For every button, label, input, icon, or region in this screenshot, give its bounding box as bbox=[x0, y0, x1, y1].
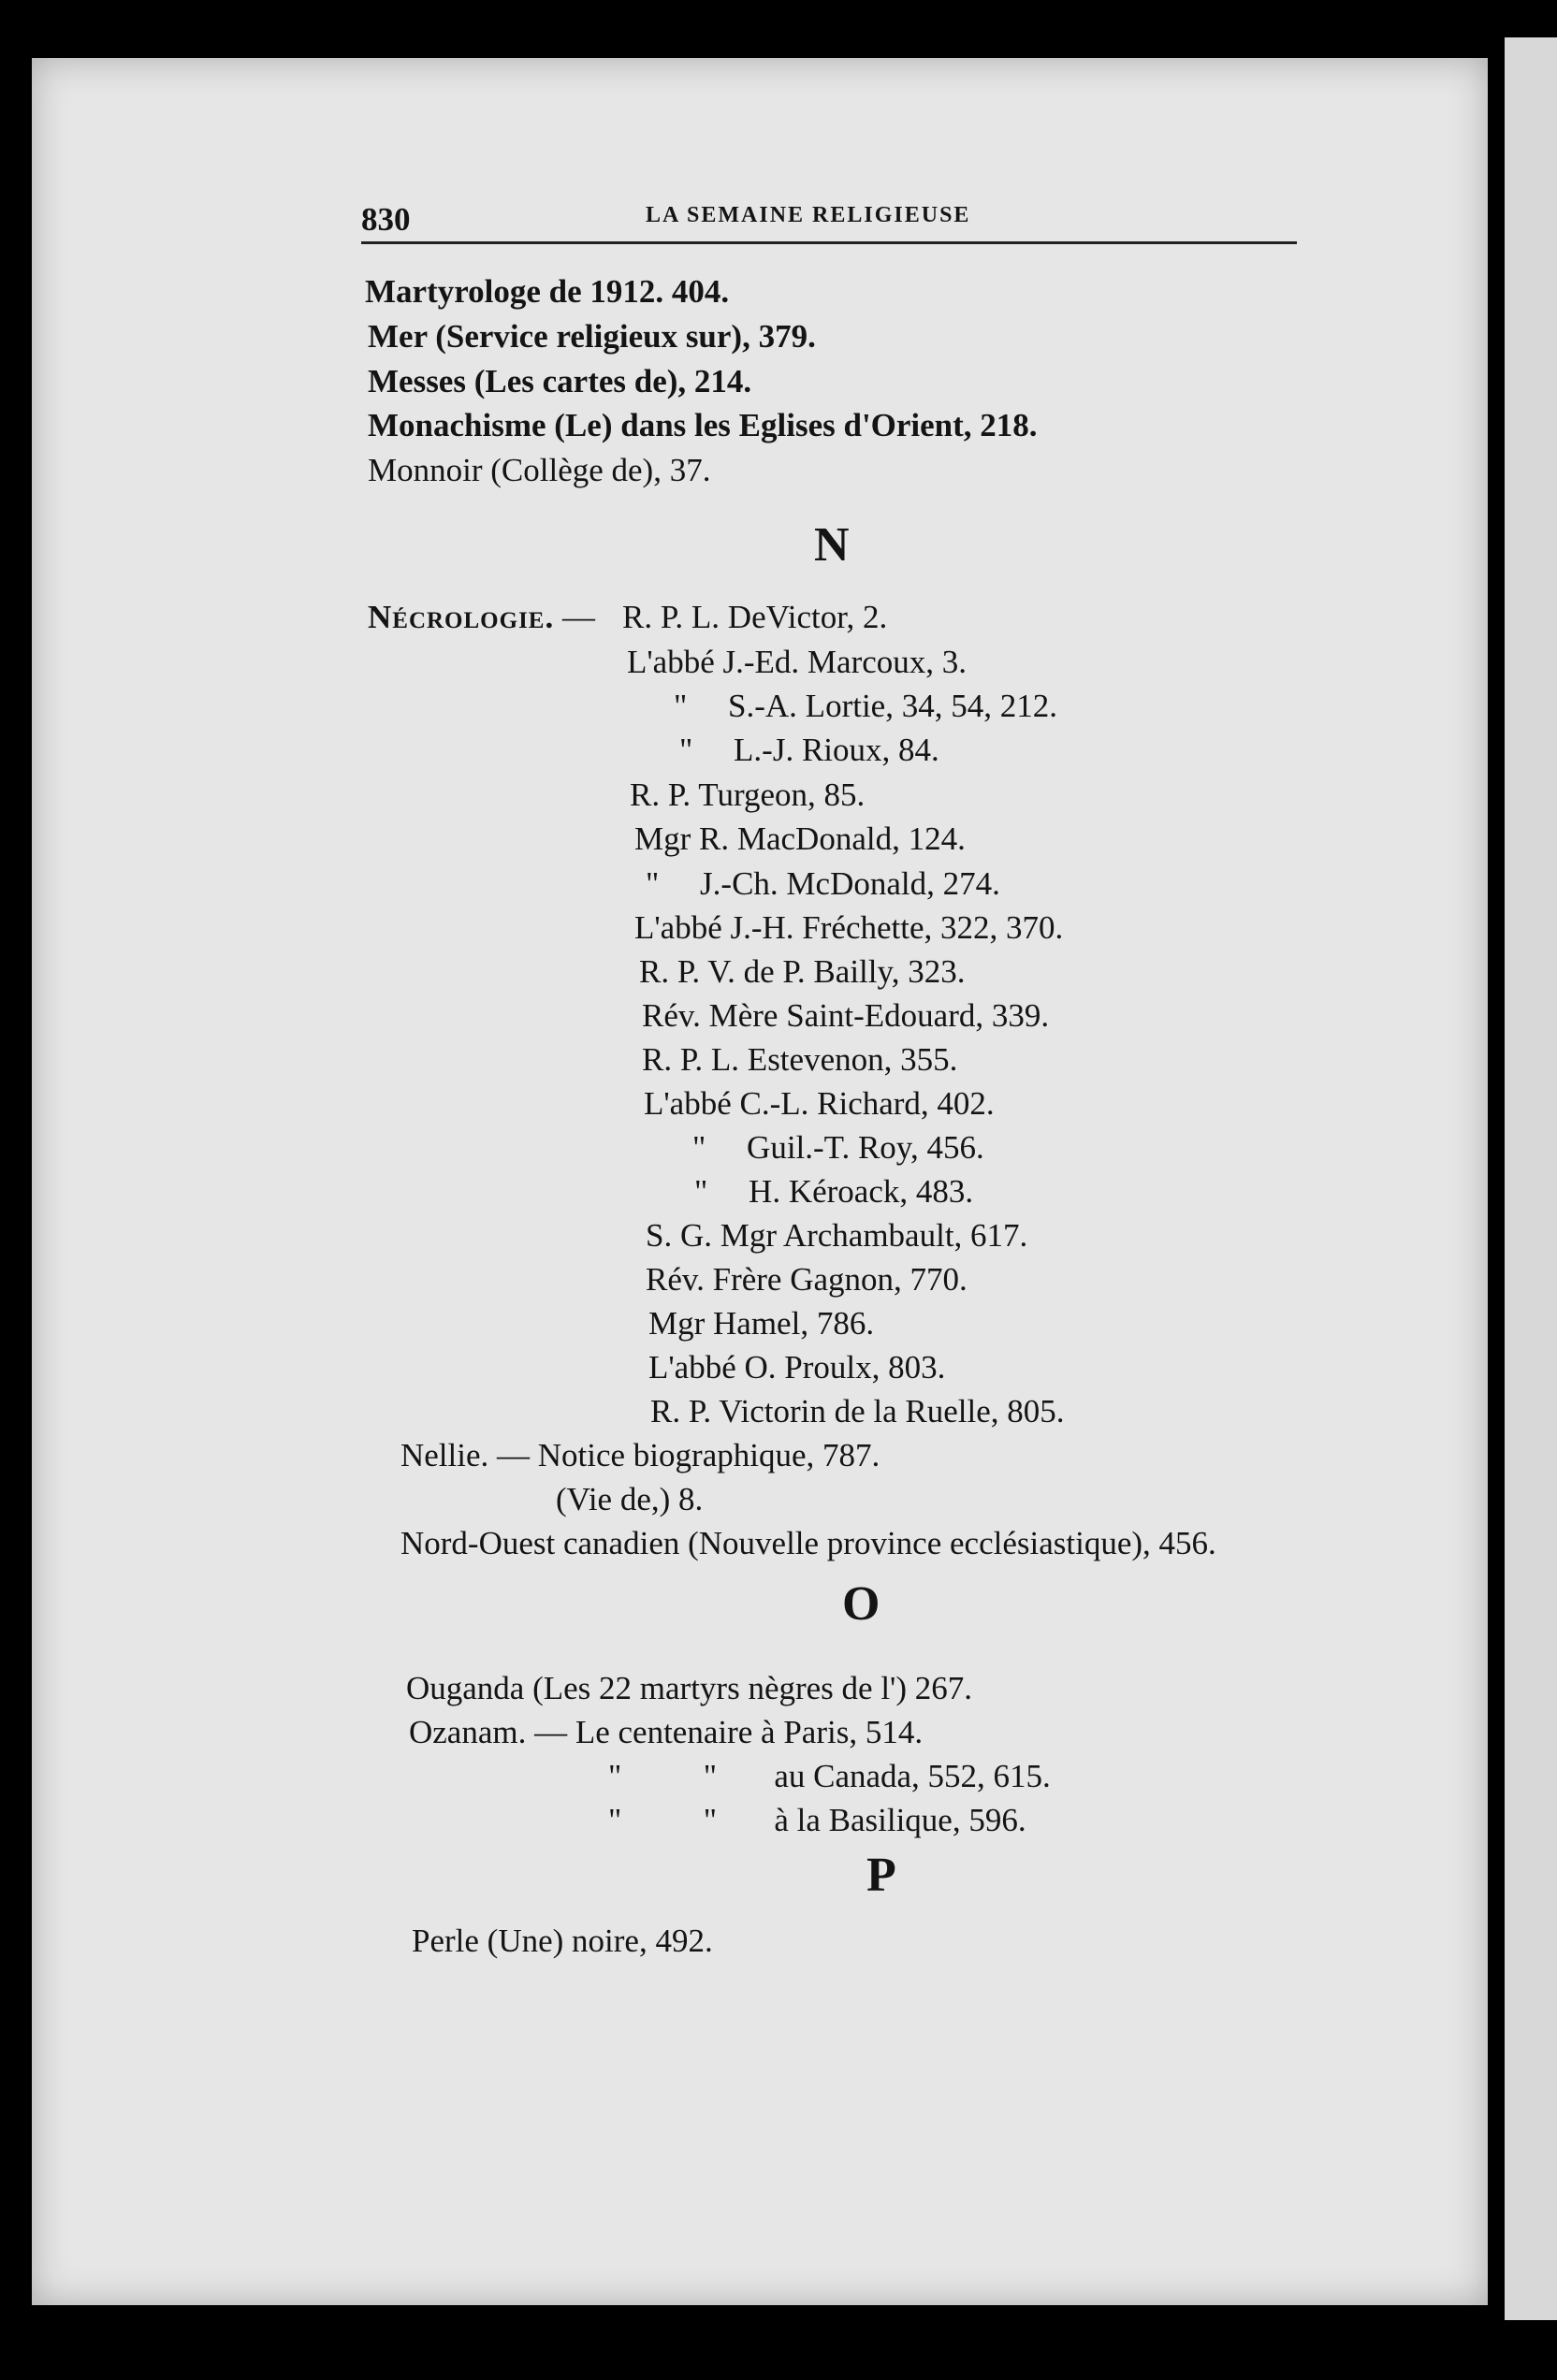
index-entry: Ouganda (Les 22 martyrs nègres de l') 267. bbox=[406, 1670, 973, 1706]
necrologie-item: Rév. Frère Gagnon, 770. bbox=[646, 1261, 968, 1298]
section-letter-n: N bbox=[814, 518, 850, 572]
necrologie-heading bbox=[368, 599, 595, 636]
index-entry: Nellie. — Notice biographique, 787. bbox=[400, 1437, 880, 1473]
necrologie-item: Rév. Mère Saint-Edouard, 339. bbox=[642, 997, 1050, 1034]
necrologie-item: L'abbé O. Proulx, 803. bbox=[648, 1349, 946, 1386]
necrologie-item: L'abbé J.-Ed. Marcoux, 3. bbox=[627, 644, 968, 680]
index-entry: Martyrologe de 1912. 404. bbox=[365, 273, 730, 310]
necrologie-item: R. P. V. de P. Bailly, 323. bbox=[639, 953, 966, 990]
necrologie-item: Mgr Hamel, 786. bbox=[648, 1305, 875, 1342]
section-letter-o: O bbox=[842, 1577, 880, 1631]
index-entry: (Vie de,) 8. bbox=[556, 1481, 704, 1517]
index-entry: Messes (Les cartes de), 214. bbox=[368, 363, 752, 399]
necrologie-item: S. G. Mgr Archambault, 617. bbox=[646, 1217, 1028, 1254]
index-entry: Monachisme (Le) dans les Eglises d'Orient, 218. bbox=[368, 407, 1038, 443]
index-entry: " " à la Basilique, 596. bbox=[608, 1802, 1026, 1838]
necrologie-item: " Guil.-T. Roy, 456. bbox=[692, 1129, 984, 1166]
page-number: 830 bbox=[361, 201, 411, 238]
necrologie-item: Mgr R. MacDonald, 124. bbox=[634, 820, 966, 857]
necrologie-item: " L.-J. Rioux, 84. bbox=[679, 732, 939, 768]
index-entry: Monnoir (Collège de), 37. bbox=[368, 452, 711, 488]
index-entry: " " au Canada, 552, 615. bbox=[608, 1758, 1051, 1794]
section-letter-p: P bbox=[866, 1849, 896, 1902]
index-entry: Nord-Ouest canadien (Nouvelle province ecclésiastique), 456. bbox=[400, 1525, 1216, 1561]
necrologie-dash: — bbox=[561, 599, 595, 635]
necrologie-item: " J.-Ch. McDonald, 274. bbox=[646, 865, 1000, 902]
necrologie-item: " H. Kéroack, 483. bbox=[694, 1173, 974, 1210]
running-title: LA SEMAINE RELIGIEUSE bbox=[646, 203, 971, 227]
index-entry: Mer (Service religieux sur), 379. bbox=[368, 318, 816, 355]
necrologie-item: L'abbé J.-H. Fréchette, 322, 370. bbox=[634, 909, 1064, 946]
necrologie-item: L'abbé C.-L. Richard, 402. bbox=[644, 1085, 995, 1122]
index-entry: Ozanam. — Le centenaire à Paris, 514. bbox=[409, 1714, 924, 1750]
necrologie-item: R. P. L. Estevenon, 355. bbox=[642, 1041, 958, 1078]
necrologie-label: Nécrologie. bbox=[368, 599, 555, 635]
header-rule bbox=[361, 241, 1297, 244]
adjacent-page-edge bbox=[1505, 37, 1557, 2320]
necrologie-item: R. P. L. DeVictor, 2. bbox=[622, 599, 888, 635]
index-entry: Perle (Une) noire, 492. bbox=[412, 1923, 713, 1959]
necrologie-item: " S.-A. Lortie, 34, 54, 212. bbox=[674, 688, 1057, 724]
necrologie-item: R. P. Turgeon, 85. bbox=[630, 776, 866, 813]
necrologie-item: R. P. Victorin de la Ruelle, 805. bbox=[650, 1393, 1065, 1429]
